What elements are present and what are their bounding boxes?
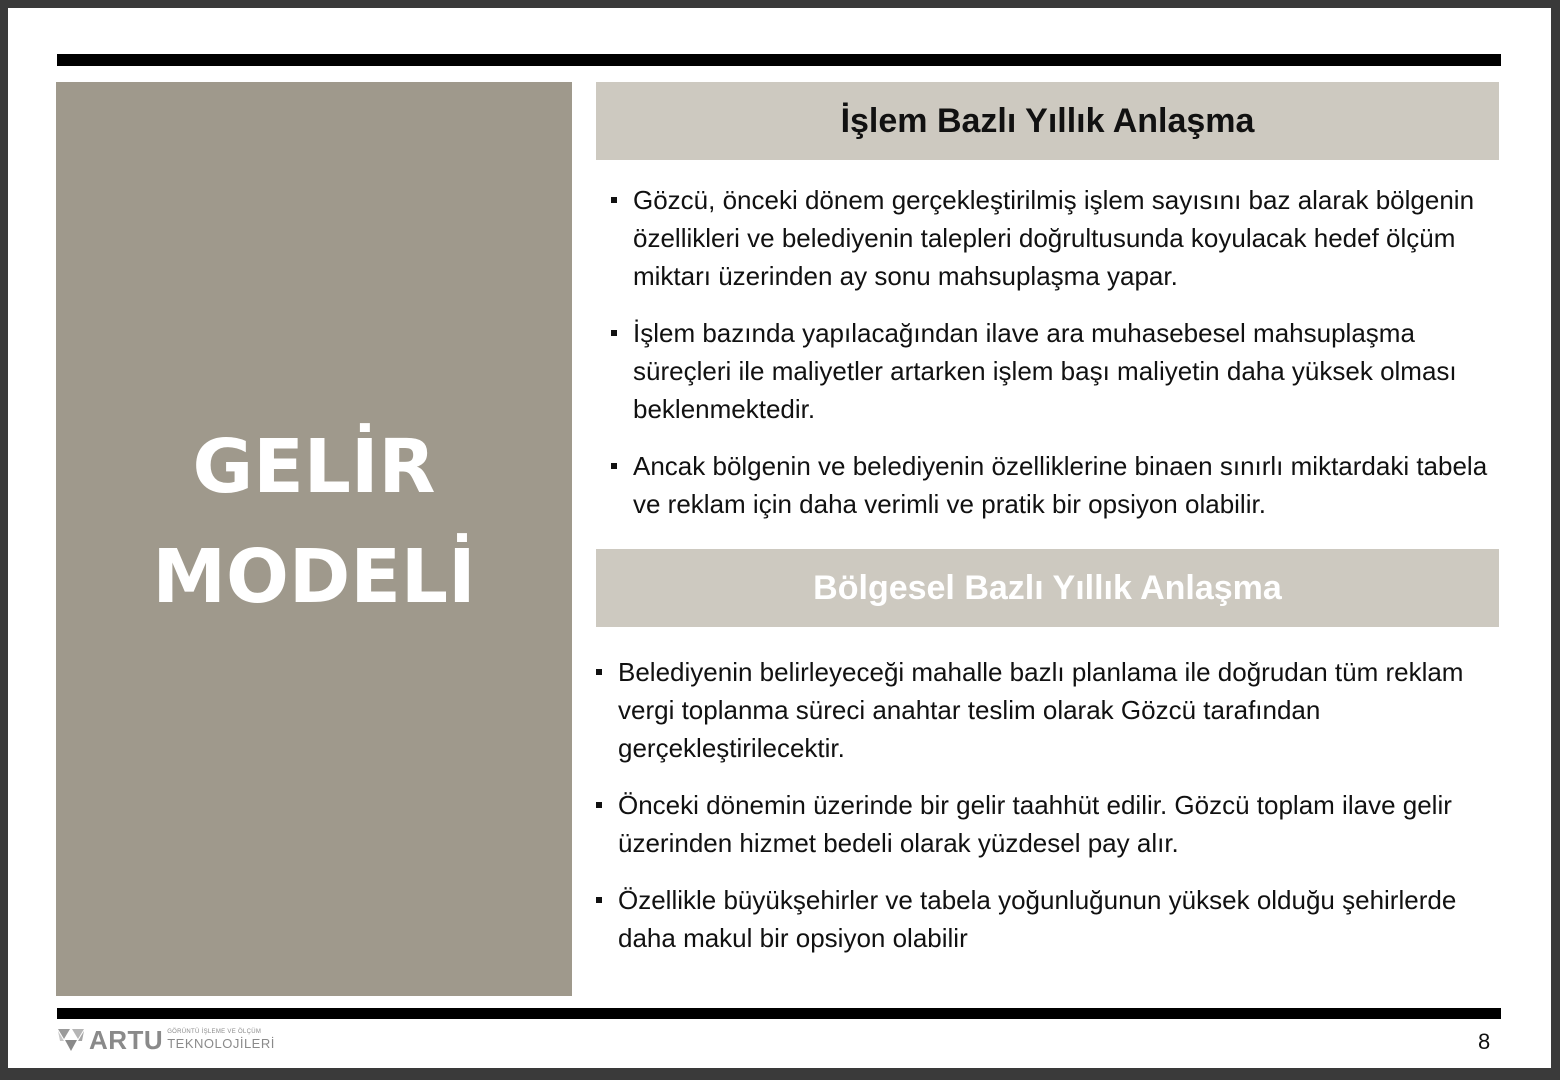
logo-tagline-top: GÖRÜNTÜ İŞLEME VE ÖLÇÜM [167,1029,262,1035]
section2-bullets [596,653,1486,976]
logo-tagline [167,1029,275,1051]
logo-tagline-bottom: TEKNOLOJİLERİ [167,1036,275,1051]
section1-header: İşlem Bazlı Yıllık Anlaşma [596,82,1499,160]
bullet-item: Gözcü, önceki dönem gerçekleştirilmiş işlem sayısını baz alarak bölgenin özellikleri ve belediyenin talepleri doğrultusunda koyulacak hedef ölçüm miktarı üzerinden ay sonu mahsuplaşma yapar. [611,181,1511,295]
slide-title-line1: GELİR [192,424,436,510]
slide-title-line2: MODELİ [152,534,476,620]
bullet-item: Önceki dönemin üzerinde bir gelir taahhüt edilir. Gözcü toplam ilave gelir üzerinden hizmet bedeli olarak yüzdesel pay alır. [596,786,1486,862]
bullet-item: Ancak bölgenin ve belediyenin özelliklerine binaen sınırlı miktardaki tabela ve reklam için daha verimli ve pratik bir opsiyon olabilir. [611,447,1511,523]
bullet-item: Belediyenin belirleyeceği mahalle bazlı planlama ile doğrudan tüm reklam vergi toplanma süreci anahtar teslim olarak Gözcü tarafından gerçekleştirilecektir. [596,653,1486,767]
top-rule [57,54,1501,66]
bullet-item: İşlem bazında yapılacağından ilave ara muhasebesel mahsuplaşma süreçleri ile maliyetler artarken işlem başı maliyetin daha yüksek olması beklenmektedir. [611,314,1511,428]
slide-title [56,412,572,632]
logo-name: ARTU [89,1024,164,1055]
company-logo [56,1024,275,1056]
section1-bullets [611,181,1511,542]
logo-mark-icon [56,1025,86,1055]
section2-header: Bölgesel Bazlı Yıllık Anlaşma [596,549,1499,627]
slide [8,8,1551,1068]
bullet-item: Özellikle büyükşehirler ve tabela yoğunluğunun yüksek olduğu şehirlerde daha makul bir opsiyon olabilir [596,881,1486,957]
page-number: 8 [1478,1029,1491,1054]
bottom-rule [57,1008,1501,1019]
left-panel [56,82,572,996]
